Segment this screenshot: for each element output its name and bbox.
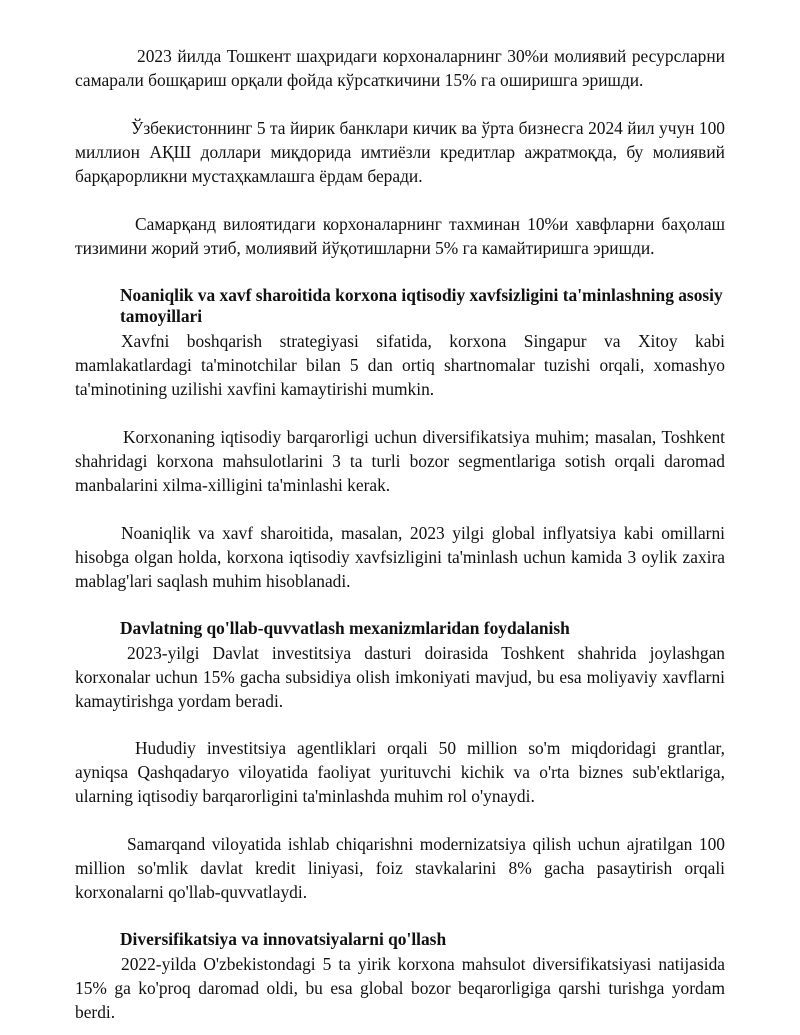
paragraph-credit-line: Samarqand viloyatida ishlab chiqarishni modernizatsiya qilish uchun ajratilgan 100 million so'mlik davlat kredit liniyasi, foiz stavkalarini 8% gacha pasaytirish orqali korxonalarni qo'llab-quvvatlaydi. xyxy=(75,834,725,902)
document-page xyxy=(75,44,725,1024)
section-heading-state-support: Davlatning qo'llab-quvvatlash mexanizmlaridan foydalanish xyxy=(120,618,570,638)
paragraph-uzbekistan-banks: Ўзбекистоннинг 5 та йирик банклари кичик ва ўрта бизнесга 2024 йил учун 100 миллион АҚШ доллари миқдорида имтиёзли кредитлар ажратмоқда, бу молиявий барқарорликни мустаҳкамлашга ёрдам беради. xyxy=(75,118,725,186)
paragraph-investment-program: 2023-yilgi Davlat investitsiya dasturi doirasida Toshkent shahrida joylashgan korxonalar uchun 15% gacha subsidiya olish imkoniyati mavjud, bu esa moliyaviy xavflarni kamaytirishga yordam beradi. xyxy=(75,643,725,711)
paragraph-tashkent-enterprises: 2023 йилда Тошкент шаҳридаги корхоналарнинг 30%и молиявий ресурсларни самарали бошқариш орқали фойда кўрсаткичини 15% га оширишга эришди. xyxy=(75,46,725,90)
paragraph-risk-strategy: Xavfni boshqarish strategiyasi sifatida, korxona Singapur va Xitoy kabi mamlakatlardagi ta'minotchilar bilan 5 dan ortiq shartnomalar tuzishi orqali, xomashyo ta'minotining uzilishi xavfini kamaytirishi mumkin. xyxy=(75,331,725,399)
paragraph-product-diversification: 2022-yilda O'zbekistondagi 5 ta yirik korxona mahsulot diversifikatsiyasi natijasida 15% ga ko'proq daromad oldi, bu esa global bozor beqarorligiga qarshi turishga yordam berdi. xyxy=(75,954,725,1022)
section-heading-diversification: Diversifikatsiya va innovatsiyalarni qo'llash xyxy=(120,929,447,949)
paragraph-regional-grants: Hududiy investitsiya agentliklari orqali 50 million so'm miqdoridagi grantlar, ayniqsa Qashqadaryo viloyatida faoliyat yurituvchi kichik va o'rta biznes sub'ektlariga, ularning iqtisodiy barqarorligini ta'minlashda muhim rol o'ynaydi. xyxy=(75,738,725,806)
paragraph-diversification-stability: Korxonaning iqtisodiy barqarorligi uchun diversifikatsiya muhim; masalan, Toshkent shahridagi korxona mahsulotlarini 3 ta turli bozor segmentlariga sotish orqali daromad manbalarini xilma-xilligini ta'minlashi kerak. xyxy=(75,427,725,495)
section-heading-principles: Noaniqlik va xavf sharoitida korxona iqtisodiy xavfsizligini ta'minlashning asosiy tamoyillari xyxy=(120,285,723,326)
paragraph-samarkand-risk: Самарқанд вилоятидаги корхоналарнинг тахминан 10%и хавфларни баҳолаш тизимини жорий этиб, молиявий йўқотишларни 5% га камайтиришга эришди. xyxy=(75,214,725,258)
paragraph-reserve-funds: Noaniqlik va xavf sharoitida, masalan, 2023 yilgi global inflyatsiya kabi omillarni hisobga olgan holda, korxona iqtisodiy xavfsizligini ta'minlash uchun kamida 3 oylik zaxira mablag'lari saqlash muhim hisoblanadi. xyxy=(75,523,725,591)
